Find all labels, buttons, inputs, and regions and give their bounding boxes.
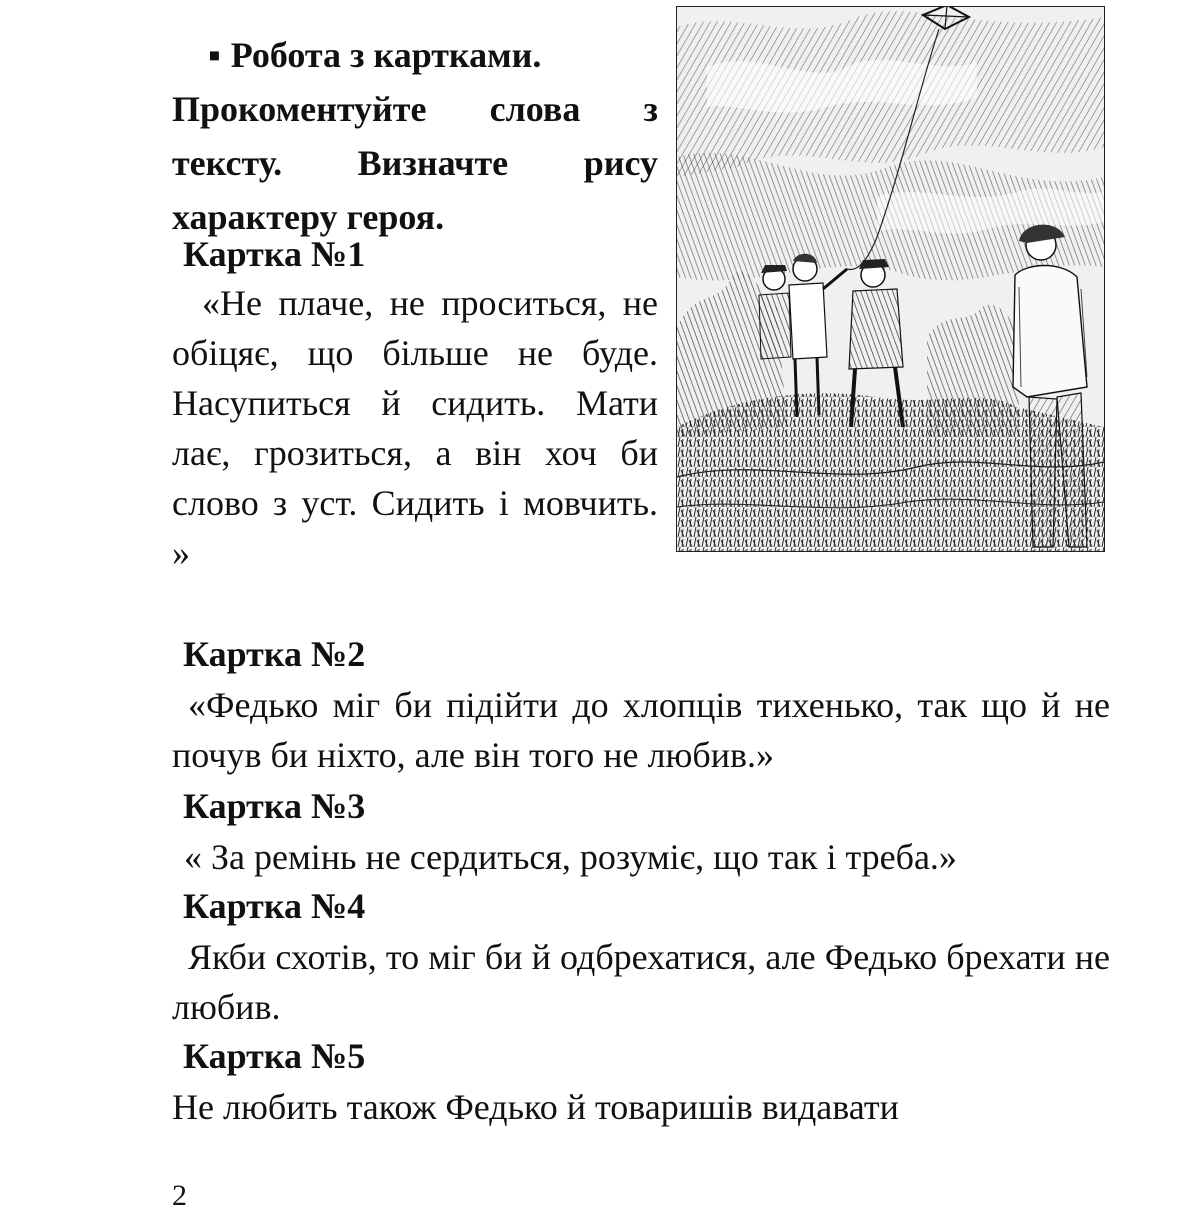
card-2-quote — [172, 680, 1110, 780]
task-heading — [172, 28, 658, 244]
card-4-quote — [172, 932, 1110, 1032]
kite-boys-engraving-icon — [677, 7, 1104, 551]
bullet-icon: ▪ — [208, 35, 221, 75]
card-5-title: Картка №5 — [183, 1036, 366, 1076]
card-3-text: « За ремінь не сердиться, розуміє, що так і треба.» — [184, 837, 957, 877]
kite-boys-illustration — [676, 6, 1105, 552]
task-heading-instruction: Прокоментуйте слова з тексту. Визначте рису характеру героя. — [172, 89, 658, 237]
page-number: 2 — [172, 1179, 187, 1212]
card-4-title: Картка №4 — [183, 886, 366, 926]
card-2-title: Картка №2 — [183, 634, 366, 674]
card-3-title: Картка №3 — [183, 786, 366, 826]
task-heading-line1 — [172, 28, 658, 82]
card-2-text: «Федько міг би підійти до хлопців тихенько, так що й не почув би ніхто, але він того не любив.» — [172, 685, 1110, 775]
card-5-quote — [172, 1082, 1110, 1132]
task-heading-title: Робота з картками. — [230, 35, 542, 75]
card-5-text: Не любить також Федько й товаришів видавати — [172, 1087, 899, 1127]
card-1-text: «Не плаче, не проситься, не обіцяє, що більше не буде. Насупиться й сидить. Мати лає, грозиться, а він хоч би слово з уст. Сидить і мовчить. » — [172, 283, 658, 573]
card-1-quote — [172, 278, 658, 578]
card-4-text: Якби схотів, то міг би й одбрехатися, але Федько брехати не любив. — [172, 937, 1110, 1027]
card-3-quote — [172, 832, 1110, 882]
card-1-title: Картка №1 — [183, 234, 366, 274]
